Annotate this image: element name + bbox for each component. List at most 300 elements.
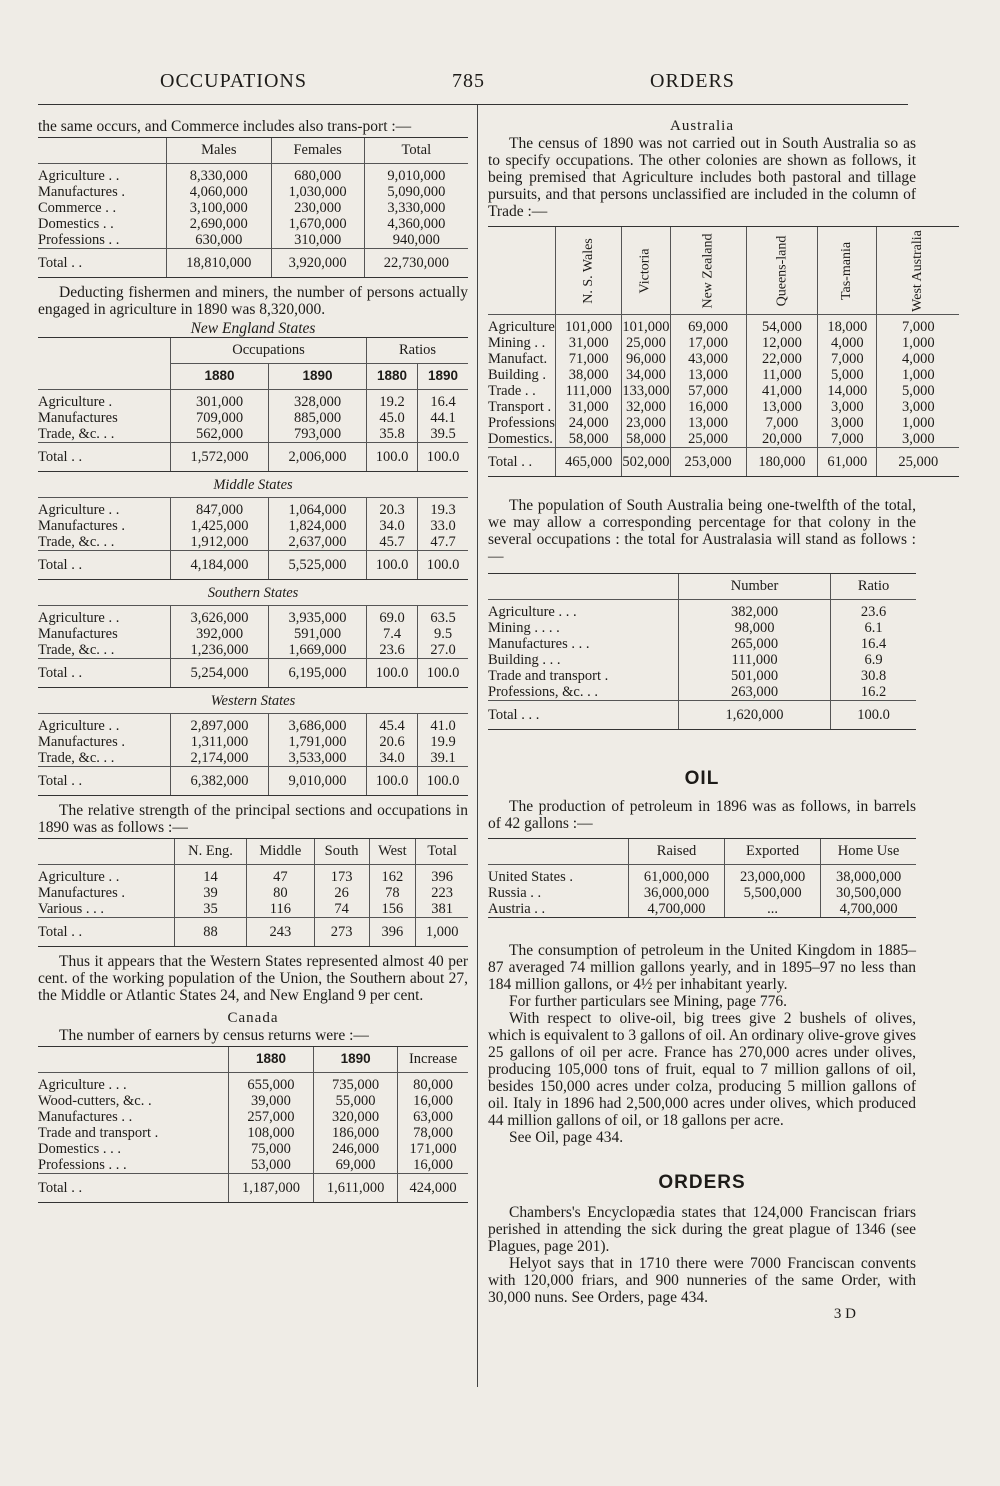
- row-label: Building .: [488, 367, 547, 383]
- cell-value: 34.0: [367, 750, 418, 767]
- cell-value: 1,000: [877, 367, 959, 383]
- row-label: Professions . .: [38, 232, 120, 248]
- cell-value: 3,920,000: [271, 249, 364, 278]
- cell-value: 328,000: [269, 394, 367, 410]
- col-header: Ratio: [831, 574, 916, 600]
- row-label: Agriculture . .: [38, 718, 120, 734]
- cell-value: 1,000: [416, 918, 468, 947]
- cell-value: 100.0: [418, 443, 469, 472]
- cell-value: 98,000: [679, 620, 831, 636]
- table-row: [38, 1141, 468, 1157]
- cell-value: 35: [175, 901, 247, 918]
- cell-value: 1,620,000: [679, 701, 831, 730]
- table-row: [38, 626, 468, 642]
- table-row: [38, 184, 468, 200]
- cell-value: 88: [175, 918, 247, 947]
- cell-value: 25,000: [670, 431, 746, 448]
- row-label: Total . . .: [488, 701, 679, 730]
- western-paragraph: Thus it appears that the Western States represented almost 40 per cent. of the working population of the Union, the Southern about 27, the Middle or Atlantic States 24, and New England 9 per cent.: [38, 953, 468, 1004]
- cell-value: 301,000: [171, 394, 269, 410]
- cell-value: 58,000: [622, 431, 670, 448]
- table-row: [488, 351, 959, 367]
- total-row: [38, 767, 468, 796]
- cell-value: 3,000: [818, 415, 877, 431]
- table-row: [488, 869, 916, 885]
- cell-value: 111,000: [679, 652, 831, 668]
- cell-value: 38,000,000: [821, 869, 916, 885]
- cell-value: 23,000: [622, 415, 670, 431]
- cell-value: 246,000: [313, 1141, 397, 1157]
- cell-value: 14: [175, 869, 247, 885]
- row-label: Total . .: [38, 767, 171, 796]
- cell-value: 5,000: [818, 367, 877, 383]
- row-label: Total . .: [488, 448, 555, 477]
- occupations-table: [38, 137, 468, 278]
- col-header: Tas-mania: [839, 241, 855, 301]
- cell-value: 3,000: [818, 399, 877, 415]
- cell-value: 22,000: [746, 351, 818, 367]
- row-label: United States .: [488, 869, 573, 885]
- cell-value: 501,000: [679, 668, 831, 684]
- cell-value: 6,382,000: [171, 767, 269, 796]
- cell-value: 8,330,000: [167, 168, 272, 184]
- cell-value: 101,000: [622, 319, 670, 335]
- row-label: Total . .: [38, 551, 171, 580]
- running-head-right: ORDERS: [650, 70, 735, 92]
- cell-value: 680,000: [271, 168, 364, 184]
- table-title: New England States: [190, 320, 316, 337]
- section-title: Middle States: [38, 472, 468, 498]
- table-row: [488, 399, 959, 415]
- deducting-paragraph: Deducting fishermen and miners, the number of persons actually engaged in agriculture in 1890 was 8,320,000.: [38, 284, 468, 318]
- cell-value: 1,611,000: [313, 1174, 397, 1203]
- cell-value: 61,000: [818, 448, 877, 477]
- cell-value: 3,330,000: [364, 200, 468, 216]
- intro-paragraph: the same occurs, and Commerce includes also trans-port :—: [38, 118, 412, 135]
- cell-value: 100.0: [831, 701, 916, 730]
- canada-intro: The number of earners by census returns were :—: [59, 1027, 369, 1044]
- orders-heading: ORDERS: [658, 1172, 746, 1193]
- cell-value: 3,000: [877, 399, 959, 415]
- table-row: [38, 734, 468, 750]
- cell-value: 1,670,000: [271, 216, 364, 232]
- table-row: [488, 620, 916, 636]
- cell-value: 1,064,000: [269, 502, 367, 518]
- cell-value: 2,006,000: [269, 443, 367, 472]
- cell-value: 75,000: [229, 1141, 314, 1157]
- cell-value: 13,000: [746, 399, 818, 415]
- col-header: Total: [416, 839, 468, 865]
- cell-value: 22,730,000: [364, 249, 468, 278]
- canada-table: [38, 1046, 468, 1203]
- cell-value: 7,000: [746, 415, 818, 431]
- cell-value: 180,000: [746, 448, 818, 477]
- table-row: [38, 168, 468, 184]
- cell-value: 655,000: [229, 1077, 314, 1093]
- cell-value: 2,897,000: [171, 718, 269, 734]
- cell-value: 320,000: [313, 1109, 397, 1125]
- row-label: Agriculture . . .: [488, 604, 577, 620]
- col-header: Victoria: [637, 248, 653, 294]
- cell-value: 4,060,000: [167, 184, 272, 200]
- col-header: Increase: [398, 1047, 468, 1073]
- petroleum-table: [488, 838, 916, 918]
- cell-value: 3,686,000: [269, 718, 367, 734]
- row-label: Manufactures . .: [38, 1109, 133, 1125]
- col-header: South: [314, 839, 369, 865]
- cell-value: 34,000: [622, 367, 670, 383]
- table-row: [488, 636, 916, 652]
- row-label: Manufact.: [488, 351, 548, 367]
- cell-value: 5,000: [877, 383, 959, 399]
- australasia-table: [488, 573, 916, 730]
- group-header: Occupations: [171, 338, 367, 364]
- states-table: [38, 337, 468, 796]
- cell-value: 30.8: [831, 668, 916, 684]
- cell-value: 16,000: [670, 399, 746, 415]
- section-title-row: [38, 688, 468, 714]
- col-header: Number: [679, 574, 831, 600]
- cell-value: 5,090,000: [364, 184, 468, 200]
- cell-value: 396: [416, 869, 468, 885]
- row-label: Wood-cutters, &c. .: [38, 1093, 152, 1109]
- table-row: [488, 604, 916, 620]
- cell-value: 502,000: [622, 448, 670, 477]
- cell-value: 11,000: [746, 367, 818, 383]
- total-row: [38, 659, 468, 688]
- table-row: [488, 885, 916, 901]
- row-label: Trade, &c. . .: [38, 534, 115, 550]
- cell-value: 230,000: [271, 200, 364, 216]
- cell-value: 44.1: [418, 410, 469, 426]
- cell-value: 78: [369, 885, 416, 901]
- year-header: 1890: [418, 364, 469, 390]
- cell-value: 1,030,000: [271, 184, 364, 200]
- cell-value: 4,700,000: [821, 901, 916, 918]
- section-title-row: [38, 580, 468, 606]
- cell-value: 3,626,000: [171, 610, 269, 626]
- cell-value: 35.8: [367, 426, 418, 443]
- cell-value: 33.0: [418, 518, 469, 534]
- cell-value: 1,572,000: [171, 443, 269, 472]
- cell-value: 13,000: [670, 367, 746, 383]
- cell-value: 100.0: [418, 659, 469, 688]
- cell-value: 5,525,000: [269, 551, 367, 580]
- cell-value: 133,000: [622, 383, 670, 399]
- left-column: [38, 118, 468, 1203]
- cell-value: 78,000: [398, 1125, 468, 1141]
- row-label: Trade . .: [488, 383, 536, 399]
- section-title: Southern States: [38, 580, 468, 606]
- cell-value: 392,000: [171, 626, 269, 642]
- table-row: [488, 383, 959, 399]
- table-row: [38, 410, 468, 426]
- cell-value: 223: [416, 885, 468, 901]
- cell-value: 63,000: [398, 1109, 468, 1125]
- right-column: [488, 118, 939, 1323]
- cell-value: 41.0: [418, 718, 469, 734]
- cell-value: 20.3: [367, 502, 418, 518]
- cell-value: 7,000: [877, 319, 959, 335]
- cell-value: 32,000: [622, 399, 670, 415]
- row-label: Mining . . . .: [488, 620, 560, 636]
- cell-value: 54,000: [746, 319, 818, 335]
- cell-value: 36,000,000: [629, 885, 725, 901]
- cell-value: 16,000: [398, 1157, 468, 1174]
- cell-value: 1,311,000: [171, 734, 269, 750]
- cell-value: 19.3: [418, 502, 469, 518]
- row-label: Total . .: [38, 443, 171, 472]
- row-label: Trade, &c. . .: [38, 642, 115, 658]
- table-row: [38, 1125, 468, 1141]
- cell-value: 885,000: [269, 410, 367, 426]
- cell-value: 171,000: [398, 1141, 468, 1157]
- cell-value: 39.5: [418, 426, 469, 443]
- cell-value: 630,000: [167, 232, 272, 249]
- table-row: [38, 232, 468, 249]
- consumption-paragraph: The consumption of petroleum in the United Kingdom in 1885–87 averaged 74 million gallons yearly, and in 1895–97 no less than 184 million gallons, or 4½ per inhabitant yearly.: [488, 942, 916, 993]
- row-label: Agriculture .: [38, 394, 113, 410]
- cell-value: 27.0: [418, 642, 469, 659]
- col-header: Queens-land: [773, 235, 789, 307]
- cell-value: 63.5: [418, 610, 469, 626]
- row-label: Total . .: [38, 659, 171, 688]
- year-header: 1880: [171, 364, 269, 390]
- section-title-row: [38, 472, 468, 498]
- col-header: Exported: [725, 839, 821, 865]
- cell-value: 3,100,000: [167, 200, 272, 216]
- cell-value: 16.4: [831, 636, 916, 652]
- cell-value: 940,000: [364, 232, 468, 249]
- row-label: Trade and transport .: [488, 668, 609, 684]
- cell-value: 100.0: [367, 659, 418, 688]
- cell-value: 3,533,000: [269, 750, 367, 767]
- row-label: Commerce . .: [38, 200, 117, 216]
- cell-value: 100.0: [418, 551, 469, 580]
- cell-value: 23,000,000: [725, 869, 821, 885]
- canada-heading: Canada: [227, 1010, 279, 1026]
- cell-value: 2,174,000: [171, 750, 269, 767]
- row-label: Mining . .: [488, 335, 546, 351]
- cell-value: 16,000: [398, 1093, 468, 1109]
- cell-value: 6.1: [831, 620, 916, 636]
- year-header: 1880: [367, 364, 418, 390]
- cell-value: 45.7: [367, 534, 418, 551]
- australia-heading: Australia: [670, 118, 734, 134]
- cell-value: 156: [369, 901, 416, 918]
- table-row: [38, 394, 468, 410]
- cell-value: 6,195,000: [269, 659, 367, 688]
- row-label: Agriculture . .: [38, 610, 120, 626]
- table-row: [38, 518, 468, 534]
- cell-value: 74: [314, 901, 369, 918]
- cell-value: 45.4: [367, 718, 418, 734]
- cell-value: 735,000: [313, 1077, 397, 1093]
- cell-value: 173: [314, 869, 369, 885]
- cell-value: 16.2: [831, 684, 916, 701]
- cell-value: 1,425,000: [171, 518, 269, 534]
- cell-value: 396: [369, 918, 416, 947]
- cell-value: 4,000: [877, 351, 959, 367]
- col-header: 1880: [229, 1047, 314, 1073]
- total-row: [38, 918, 468, 947]
- cell-value: 100.0: [367, 551, 418, 580]
- table-row: [488, 668, 916, 684]
- row-label: Total . .: [38, 918, 175, 947]
- group-header: Ratios: [367, 338, 469, 364]
- cell-value: 7,000: [818, 351, 877, 367]
- cell-value: 39,000: [229, 1093, 314, 1109]
- cell-value: 1,236,000: [171, 642, 269, 659]
- cell-value: 57,000: [670, 383, 746, 399]
- total-row: [38, 443, 468, 472]
- table-row: [488, 415, 959, 431]
- cell-value: 1,187,000: [229, 1174, 314, 1203]
- cell-value: 1,912,000: [171, 534, 269, 551]
- cell-value: 465,000: [555, 448, 622, 477]
- olive-oil-paragraph: With respect to olive-oil, big trees give 2 bushels of olives, which is equivalent to 3 gallons of oil. An ordinary olive-grove gives 25 gallons of oil per acre. France has 270,000 acres under olives, producing 105,000 tons of fruit, equal to 7 million gallons of oil, besides 150,000 acres under colza, producing 5 million gallons of oil. Italy in 1896 had 2,500,000 acres under olives, which produced 44 million gallons of oil, or 18 gallons per acre.: [488, 1010, 916, 1129]
- cell-value: 1,824,000: [269, 518, 367, 534]
- total-row: [488, 701, 916, 730]
- table-row: [38, 1093, 468, 1109]
- running-head-left: OCCUPATIONS: [160, 70, 307, 92]
- cell-value: 80,000: [398, 1077, 468, 1093]
- cell-value: 47: [247, 869, 315, 885]
- row-label: Total . .: [38, 1174, 229, 1203]
- cell-value: 30,500,000: [821, 885, 916, 901]
- cell-value: 25,000: [622, 335, 670, 351]
- row-label: Manufactures: [38, 626, 118, 642]
- col-header: N. Eng.: [175, 839, 247, 865]
- cell-value: 53,000: [229, 1157, 314, 1174]
- cell-value: 38,000: [555, 367, 622, 383]
- header-rule: [38, 104, 908, 105]
- cell-value: 9.5: [418, 626, 469, 642]
- row-label: Various . . .: [38, 901, 105, 917]
- cell-value: 16.4: [418, 394, 469, 410]
- cell-value: 25,000: [877, 448, 959, 477]
- row-label: Transport .: [488, 399, 552, 415]
- row-label: Manufactures . . .: [488, 636, 590, 652]
- row-label: Manufactures .: [38, 184, 125, 200]
- cell-value: 243: [247, 918, 315, 947]
- cell-value: 111,000: [555, 383, 622, 399]
- cell-value: 12,000: [746, 335, 818, 351]
- row-label: Manufactures .: [38, 885, 125, 901]
- cell-value: 1,791,000: [269, 734, 367, 750]
- col-header: New Zealand: [700, 233, 716, 309]
- row-label: Domestics.: [488, 431, 553, 447]
- australia-paragraph: The census of 1890 was not carried out in South Australia so as to specify occupations. The other colonies are shown as follows, it being premised that Agriculture includes both pastoral and tillage pursuits, and that persons unclassified are included in the column of Trade :—: [488, 135, 916, 220]
- relative-strength-table: [38, 838, 468, 947]
- relative-strength-paragraph: The relative strength of the principal sections and occupations in 1890 was as follows :—: [38, 802, 468, 836]
- row-label: Agriculture . .: [38, 869, 120, 885]
- oil-heading: OIL: [684, 768, 720, 789]
- cell-value: 69,000: [670, 319, 746, 335]
- row-label: Manufactures: [38, 410, 118, 426]
- total-row: [38, 249, 468, 278]
- cell-value: 2,690,000: [167, 216, 272, 232]
- cell-value: 381: [416, 901, 468, 918]
- cell-value: 18,000: [818, 319, 877, 335]
- col-header: Males: [167, 138, 272, 164]
- table-row: [488, 684, 916, 701]
- cell-value: 69,000: [313, 1157, 397, 1174]
- col-header: Raised: [629, 839, 725, 865]
- cell-value: 4,184,000: [171, 551, 269, 580]
- table-row: [488, 335, 959, 351]
- table-row: [38, 750, 468, 767]
- cell-value: 709,000: [171, 410, 269, 426]
- row-label: Domestics . . .: [38, 1141, 121, 1157]
- cell-value: 382,000: [679, 604, 831, 620]
- column-divider: [477, 105, 478, 1387]
- cell-value: 562,000: [171, 426, 269, 443]
- total-row: [488, 448, 959, 477]
- table-row: [488, 652, 916, 668]
- cell-value: 1,669,000: [269, 642, 367, 659]
- cell-value: 43,000: [670, 351, 746, 367]
- table-row: [38, 642, 468, 659]
- cell-value: 19.9: [418, 734, 469, 750]
- table-row: [38, 885, 468, 901]
- orders-paragraph-2: Helyot says that in 1710 there were 7000 Franciscan convents with 120,000 friars, and 900 nunneries of the same Order, with 30,000 nuns. See Orders, page 434.: [488, 1255, 916, 1306]
- table-row: [38, 502, 468, 518]
- cell-value: 3,000: [877, 431, 959, 448]
- cell-value: 6.9: [831, 652, 916, 668]
- table-row: [38, 1157, 468, 1174]
- total-row: [38, 1174, 468, 1203]
- row-label: Agriculture . . .: [38, 1077, 127, 1093]
- cell-value: 1,000: [877, 335, 959, 351]
- col-header: Females: [271, 138, 364, 164]
- col-header: 1890: [313, 1047, 397, 1073]
- cell-value: 310,000: [271, 232, 364, 249]
- cell-value: 793,000: [269, 426, 367, 443]
- cell-value: 47.7: [418, 534, 469, 551]
- cell-value: 39: [175, 885, 247, 901]
- cell-value: 45.0: [367, 410, 418, 426]
- cell-value: 591,000: [269, 626, 367, 642]
- cell-value: 55,000: [313, 1093, 397, 1109]
- cell-value: 253,000: [670, 448, 746, 477]
- cell-value: 24,000: [555, 415, 622, 431]
- row-label: Agriculture . .: [38, 502, 120, 518]
- cell-value: 100.0: [418, 767, 469, 796]
- cell-value: 9,010,000: [364, 168, 468, 184]
- cell-value: 1,000: [877, 415, 959, 431]
- cell-value: 96,000: [622, 351, 670, 367]
- cell-value: 41,000: [746, 383, 818, 399]
- cell-value: 17,000: [670, 335, 746, 351]
- row-label: Russia . .: [488, 885, 542, 901]
- col-header: N. S. Wales: [580, 238, 596, 304]
- cell-value: 5,254,000: [171, 659, 269, 688]
- cell-value: 71,000: [555, 351, 622, 367]
- cell-value: 31,000: [555, 399, 622, 415]
- table-row: [38, 869, 468, 885]
- cell-value: 3,935,000: [269, 610, 367, 626]
- row-label: Manufactures .: [38, 734, 125, 750]
- cell-value: 4,700,000: [629, 901, 725, 918]
- table-row: [38, 534, 468, 551]
- row-label: Professions . . .: [38, 1157, 127, 1173]
- row-label: Domestics . .: [38, 216, 114, 232]
- table-row: [38, 1109, 468, 1125]
- cell-value: 39.1: [418, 750, 469, 767]
- table-row: [488, 319, 959, 335]
- cell-value: 19.2: [367, 394, 418, 410]
